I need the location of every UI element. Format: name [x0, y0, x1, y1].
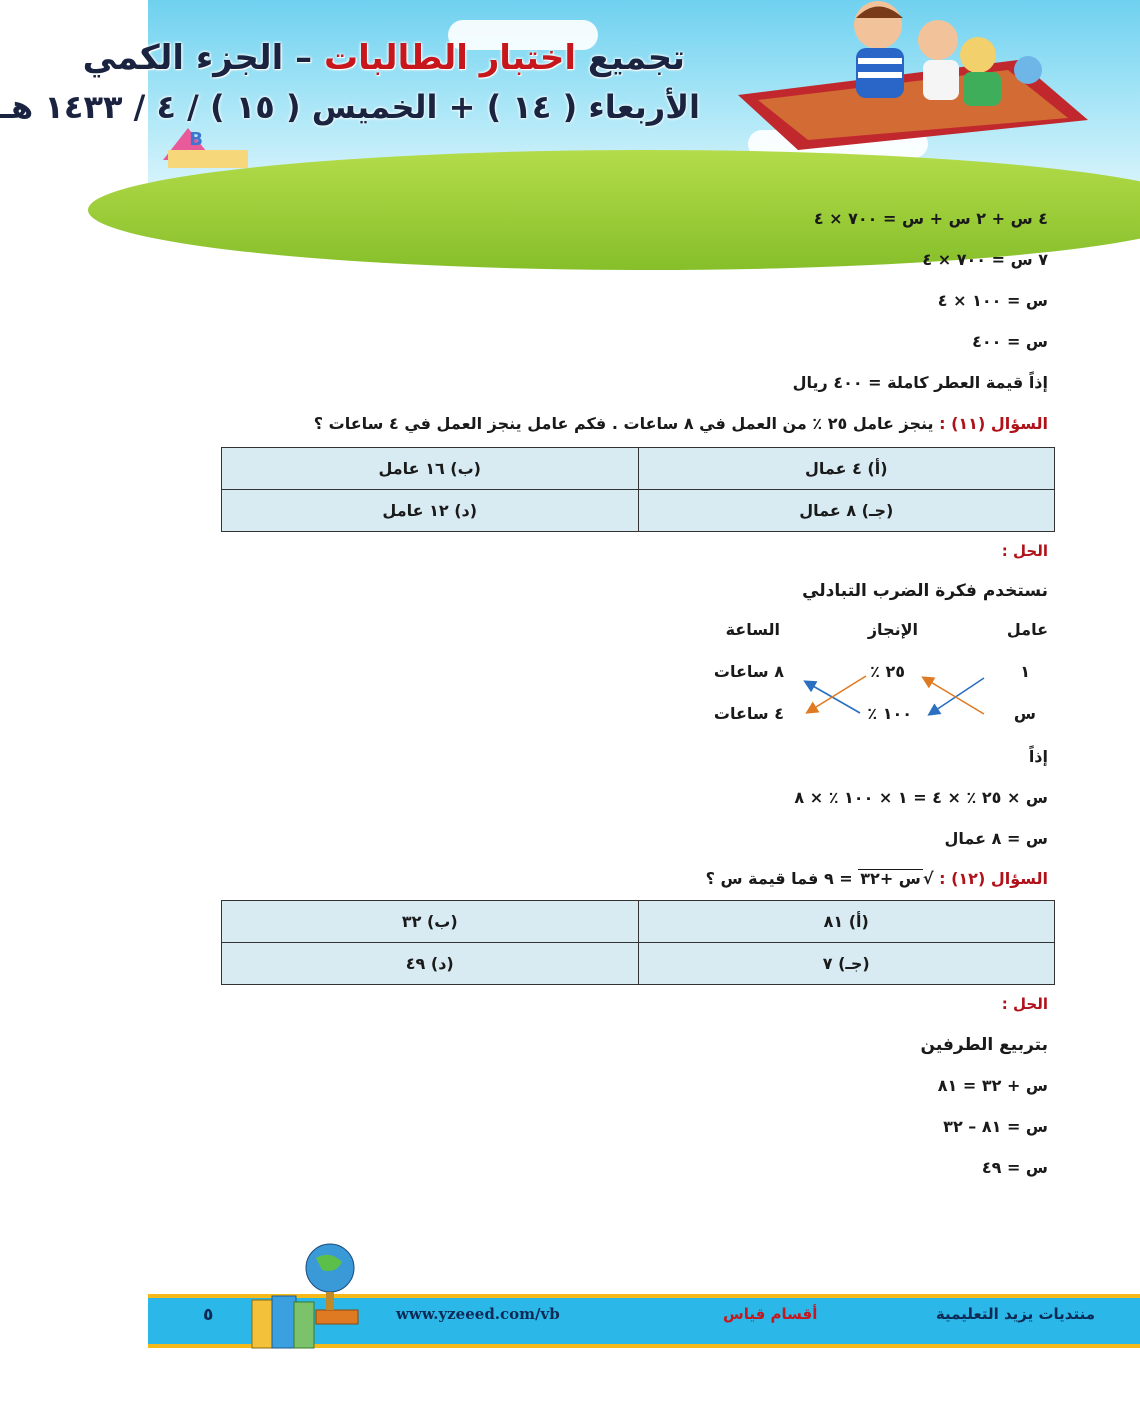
footer-url[interactable]: www.yzeeed.com/vb	[396, 1305, 560, 1323]
svg-text:B: B	[189, 129, 203, 150]
option-b[interactable]: (ب) ١٦ عامل	[222, 448, 639, 490]
option-d[interactable]: (د) ١٢ عامل	[222, 490, 639, 532]
header-worker: عامل	[1006, 620, 1048, 639]
conclusion-line: إذاً قيمة العطر كاملة = ٤٠٠ ريال	[792, 373, 1048, 392]
option-c[interactable]: (جـ) ٧	[638, 943, 1055, 985]
cell-achievement-2: ١٠٠ ٪	[867, 704, 912, 723]
content	[238, 205, 1048, 451]
equation-line: س = ٨١ – ٣٢	[943, 1117, 1048, 1136]
header-banner	[0, 0, 1140, 190]
solution-label: الحل :	[1001, 995, 1048, 1013]
cell-achievement-1: ٢٥ ٪	[870, 662, 905, 681]
equation-line: س = ٤٩	[981, 1158, 1048, 1177]
question-label: السؤال (١١) :	[939, 414, 1048, 433]
method-text: نستخدم فكرة الضرب التبادلي	[802, 581, 1048, 601]
cell-worker-1: ١	[1020, 662, 1030, 681]
header-achievement: الإنجاز	[867, 620, 918, 639]
method-text: بتربيع الطرفين	[920, 1035, 1048, 1055]
header-subtitle: الأربعاء ( ١٤ ) + الخميس ( ١٥ ) / ٤ / ١٤٣٣ هـ	[0, 88, 700, 126]
cell-worker-2: س	[1013, 704, 1036, 723]
header-hours: الساعة	[725, 620, 780, 639]
sqrt-icon: √	[922, 869, 934, 888]
q11-options-table	[221, 447, 1055, 532]
page-number: ٥	[203, 1305, 214, 1325]
radicand: س +٣٢	[860, 869, 921, 888]
arrow-orange-left	[808, 676, 866, 712]
cell-hours-2: ٤ ساعات	[713, 704, 784, 723]
footer-section: أقسام قياس	[723, 1305, 818, 1323]
option-b[interactable]: (ب) ٣٢	[222, 901, 639, 943]
q12-options-table	[221, 900, 1055, 985]
question-label: السؤال (١٢) :	[939, 869, 1048, 888]
question-text: ينجز عامل ٢٥ ٪ من العمل في ٨ ساعات . فكم عامل ينجز العمل في ٤ ساعات ؟	[313, 414, 934, 433]
option-d[interactable]: (د) ٤٩	[222, 943, 639, 985]
question-11	[238, 410, 1048, 451]
option-c[interactable]: (جـ) ٨ عمال	[638, 490, 1055, 532]
option-a[interactable]: (أ) ٨١	[638, 901, 1055, 943]
books-globe-icon	[246, 1240, 366, 1350]
header-title: تجميع اختبار الطالبات – الجزء الكمي	[82, 38, 685, 78]
cross-arrows	[788, 668, 1008, 724]
cell-hours-1: ٨ ساعات	[713, 662, 784, 681]
equation-line: س = ١٠٠ × ٤	[937, 291, 1048, 310]
equation-line: ٧ س = ٧٠٠ × ٤	[922, 250, 1048, 269]
abc-house-illustration	[148, 120, 268, 170]
flying-carpet-kids-illustration	[708, 0, 1140, 190]
question-rest: = ٩ فما قيمة س ؟	[705, 869, 853, 888]
solution-label: الحل :	[1001, 542, 1048, 560]
option-a[interactable]: (أ) ٤ عمال	[638, 448, 1055, 490]
equation-line: س = ٤٠٠	[972, 332, 1048, 351]
forum-name: منتديات يزيد التعليمية	[935, 1305, 1095, 1323]
equation-line: س + ٣٢ = ٨١	[937, 1076, 1048, 1095]
answer-line: س = ٨ عمال	[944, 829, 1048, 848]
equation-line: ٤ س + ٢ س + س = ٧٠٠ × ٤	[813, 209, 1048, 228]
then-text: إذاً	[1028, 747, 1048, 766]
equation-line: س × ٢٥ ٪ × ٤ = ١ × ١٠٠ ٪ × ٨	[794, 788, 1048, 807]
footer	[148, 1284, 1140, 1352]
